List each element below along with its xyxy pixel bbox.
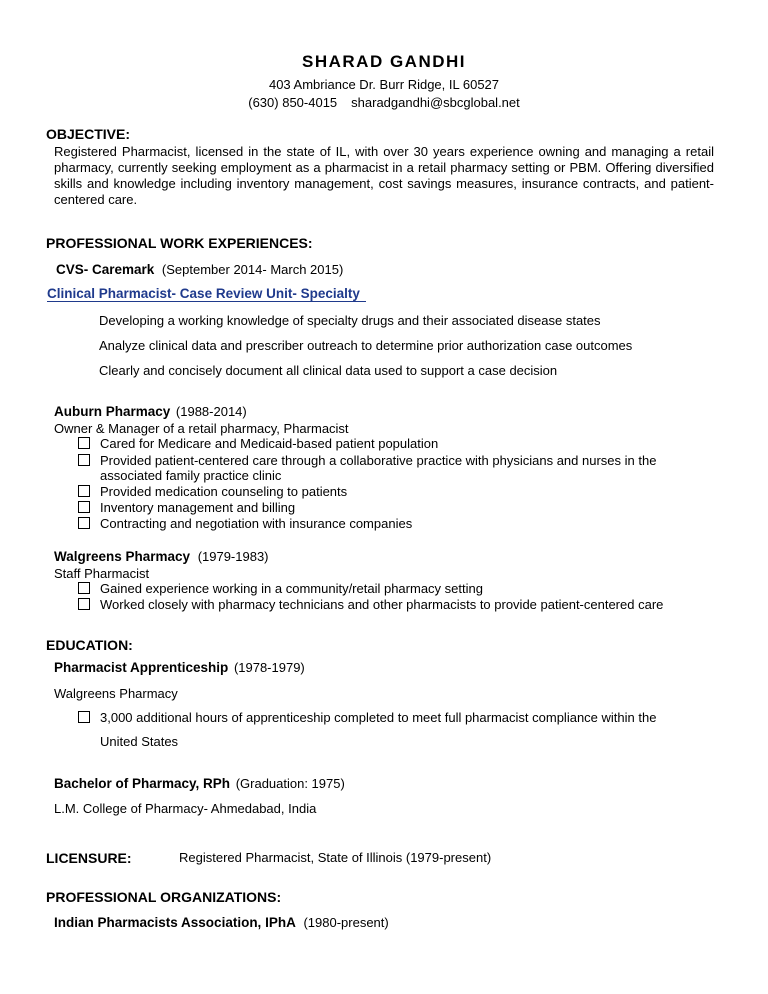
organization-line bbox=[54, 915, 389, 930]
auburn-dates: (1988-2014) bbox=[175, 404, 247, 419]
apprenticeship-place: Walgreens Pharmacy bbox=[54, 686, 178, 701]
auburn-duty-2: Provided patient-centered care through a collaborative practice with physicians and nurses in the bbox=[78, 453, 656, 469]
walgreens-duty-2: Worked closely with pharmacy technicians and other pharmacists to provide patient-centered care bbox=[78, 597, 663, 613]
auburn-role: Owner & Manager of a retail pharmacy, Pharmacist bbox=[54, 421, 349, 436]
degree-school: L.M. College of Pharmacy- Ahmedabad, India bbox=[54, 801, 317, 816]
degree-line bbox=[54, 776, 345, 791]
degree-title: Bachelor of Pharmacy, RPh bbox=[54, 776, 231, 791]
cvs-employer: CVS- Caremark bbox=[56, 262, 155, 277]
walgreens-role: Staff Pharmacist bbox=[54, 566, 150, 581]
organization-dates: (1980-present) bbox=[303, 915, 389, 930]
cvs-role-link[interactable]: Clinical Pharmacist- Case Review Unit- Specialty bbox=[47, 286, 366, 302]
apprenticeship-detail-cont: United States bbox=[100, 734, 179, 749]
apprenticeship-detail: 3,000 additional hours of apprenticeship completed to meet full pharmacist compliance within the bbox=[78, 710, 656, 726]
cvs-employer-line bbox=[56, 262, 343, 277]
auburn-duty-5: Contracting and negotiation with insurance companies bbox=[78, 516, 412, 532]
checkbox-icon bbox=[78, 454, 90, 466]
education-heading: EDUCATION: bbox=[46, 637, 133, 653]
checkbox-icon bbox=[78, 517, 90, 529]
licensure-heading: LICENSURE: bbox=[46, 850, 132, 866]
walgreens-employer-line bbox=[54, 549, 269, 564]
cvs-dates: (September 2014- March 2015) bbox=[161, 262, 344, 277]
cvs-duty-3: Clearly and concisely document all clinical data used to support a case decision bbox=[99, 363, 558, 378]
contact-line bbox=[0, 95, 768, 110]
organization-name: Indian Pharmacists Association, IPhA bbox=[54, 915, 296, 930]
address: 403 Ambriance Dr. Burr Ridge, IL 60527 bbox=[268, 77, 500, 92]
apprenticeship-title: Pharmacist Apprenticeship bbox=[54, 660, 229, 675]
checkbox-icon bbox=[78, 437, 90, 449]
checkbox-icon bbox=[78, 582, 90, 594]
walgreens-employer: Walgreens Pharmacy bbox=[54, 549, 191, 564]
auburn-duty-4: Inventory management and billing bbox=[78, 500, 295, 516]
auburn-employer: Auburn Pharmacy bbox=[54, 404, 171, 419]
checkbox-icon bbox=[78, 711, 90, 723]
apprenticeship-line bbox=[54, 660, 305, 675]
experience-heading: PROFESSIONAL WORK EXPERIENCES: bbox=[46, 235, 313, 251]
degree-dates: (Graduation: 1975) bbox=[235, 776, 345, 791]
apprenticeship-dates: (1978-1979) bbox=[233, 660, 305, 675]
email: sharadgandhi@sbcglobal.net bbox=[351, 95, 520, 110]
checkbox-icon bbox=[78, 501, 90, 513]
cvs-duty-1: Developing a working knowledge of specialty drugs and their associated disease states bbox=[99, 313, 601, 328]
resume-name: SHARAD GANDHI bbox=[302, 52, 466, 71]
checkbox-icon bbox=[78, 485, 90, 497]
phone: (630) 850-4015 bbox=[248, 95, 338, 110]
walgreens-dates: (1979-1983) bbox=[197, 549, 269, 564]
walgreens-duty-1: Gained experience working in a community/retail pharmacy setting bbox=[78, 581, 483, 597]
objective-heading: OBJECTIVE: bbox=[46, 126, 131, 142]
auburn-duty-3: Provided medication counseling to patients bbox=[78, 484, 347, 500]
auburn-duty-1: Cared for Medicare and Medicaid-based patient population bbox=[78, 436, 438, 452]
auburn-employer-line bbox=[54, 404, 247, 419]
cvs-duty-2: Analyze clinical data and prescriber outreach to determine prior authorization case outcomes bbox=[99, 338, 633, 353]
organizations-heading: PROFESSIONAL ORGANIZATIONS: bbox=[46, 889, 282, 905]
checkbox-icon bbox=[78, 598, 90, 610]
licensure-text: Registered Pharmacist, State of Illinois (1979-present) bbox=[179, 850, 492, 865]
auburn-duty-2-cont: associated family practice clinic bbox=[100, 468, 282, 483]
objective-text: Registered Pharmacist, licensed in the state of IL, with over 30 years experience owning and managing a retail pharmacy, currently seeking employment as a pharmacist in a retail pharmacy setting or PBM. Offering diversified skills and knowledge including inventory management, cost savings measures, insurance contracts, and patient-centered care. bbox=[54, 144, 714, 207]
